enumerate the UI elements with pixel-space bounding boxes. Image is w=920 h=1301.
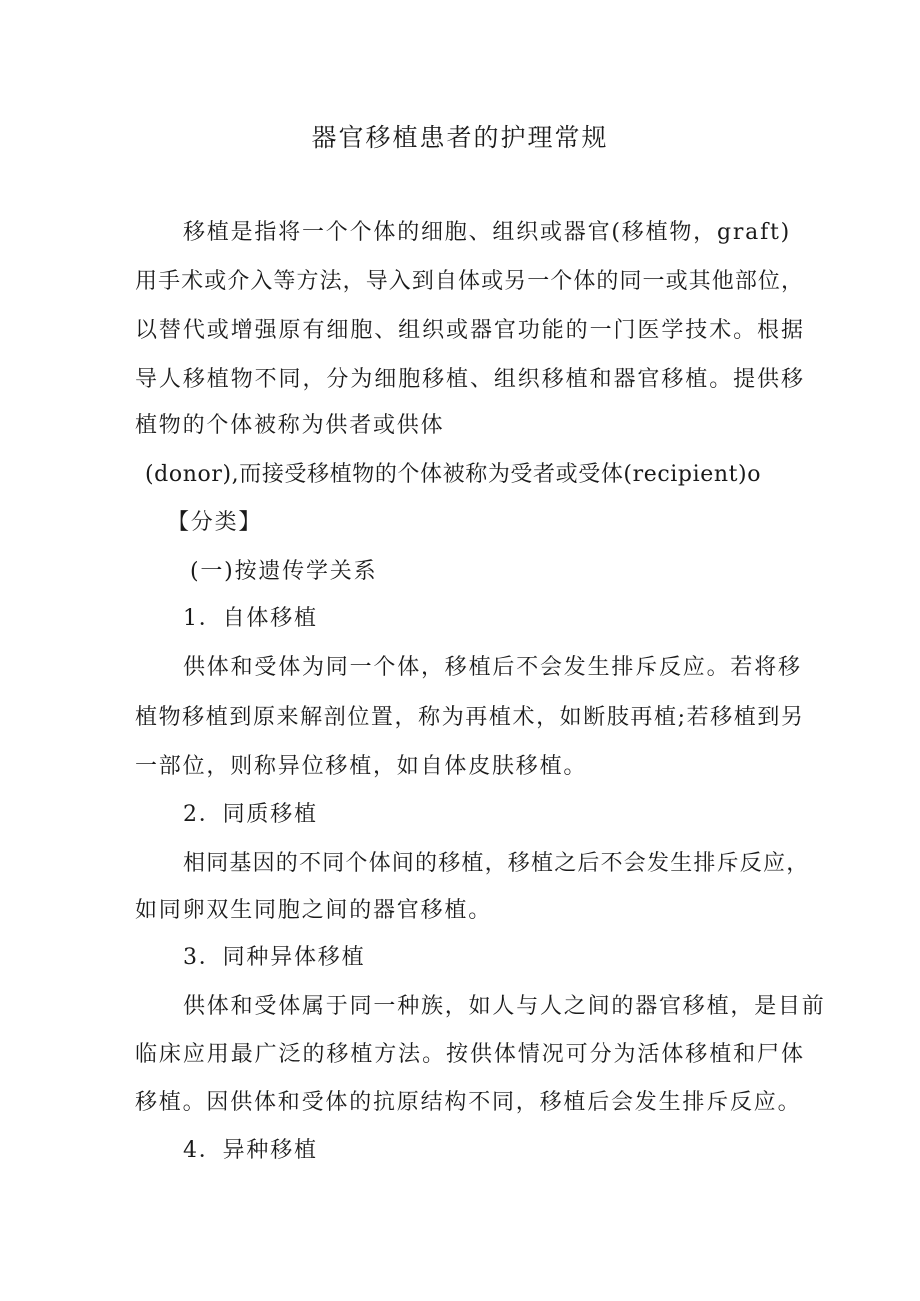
item-heading-2: 2．同质移植 (183, 802, 318, 827)
item-2-line-1: 相同基因的不同个体间的移植，移植之后不会发生排斥反应， (183, 851, 810, 876)
subsection-heading: (一)按遗传学关系 (190, 559, 378, 584)
item-1-line-3: 一部位，则称异位移植，如自体皮肤移植。 (135, 754, 588, 779)
item-2-line-2: 如同卵双生同胞之间的器官移植。 (135, 898, 493, 923)
document-title: 器官移植患者的护理常规 (311, 123, 609, 152)
item-3-line-1: 供体和受体属于同一种族，如人与人之间的器官移植，是目前 (183, 994, 826, 1019)
item-3-line-3: 移植。因供体和受体的抗原结构不同，移植后会发生排斥反应。 (135, 1090, 802, 1115)
item-heading-3: 3．同种异体移植 (183, 945, 366, 970)
intro-line-2: 用手术或介入等方法，导入到自体或另一个体的同一或其他部位， (135, 269, 803, 294)
section-heading: 【分类】 (167, 510, 263, 535)
intro-line-3: 以替代或增强原有细胞、组织或器官功能的一门医学技术。根据 (135, 318, 803, 343)
item-heading-1: 1．自体移植 (183, 606, 318, 631)
intro-line-6: (donor),而接受移植物的个体被称为受者或受体(recipient)o (145, 462, 762, 487)
intro-line-5: 植物的个体被称为供者或供体 (135, 413, 445, 438)
intro-line-1: 移植是指将一个个体的细胞、组织或器官(移植物，graft) (183, 220, 792, 245)
intro-line-4: 导人移植物不同，分为细胞移植、组织移植和器官移植。提供移 (135, 367, 803, 392)
item-3-line-2: 临床应用最广泛的移植方法。按供体情况可分为活体移植和尸体 (135, 1042, 803, 1067)
item-1-line-2: 植物移植到原来解剖位置，称为再植术，如断肢再植;若移植到另 (135, 705, 803, 730)
item-heading-4: 4．异种移植 (183, 1138, 318, 1163)
item-1-line-1: 供体和受体为同一个体，移植后不会发生排斥反应。若将移 (183, 655, 802, 680)
